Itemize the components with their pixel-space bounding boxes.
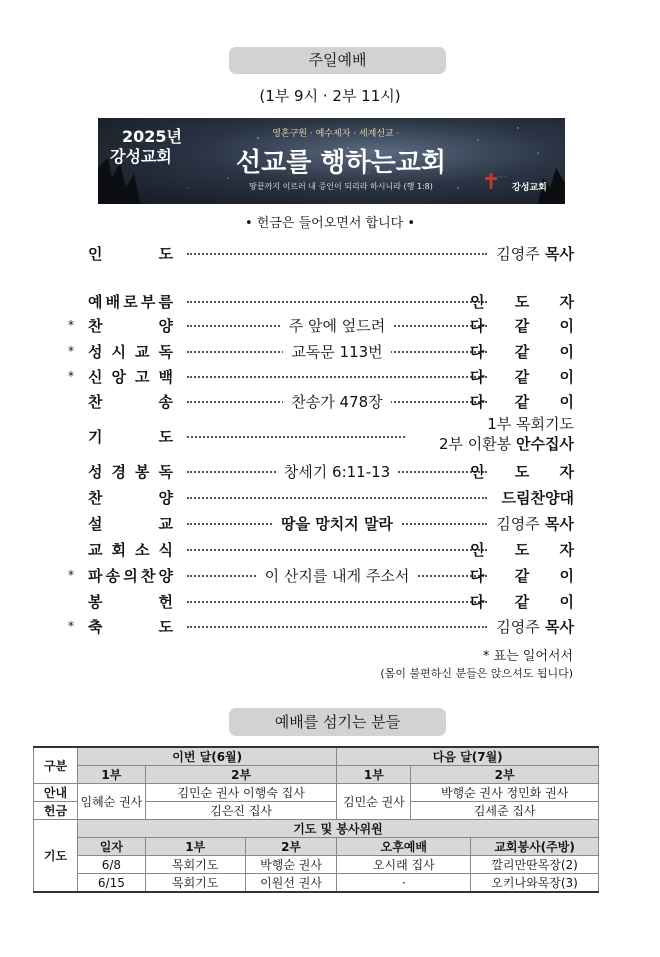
order-item-leader: [484, 242, 574, 266]
col-label-cell: 구분: [34, 747, 78, 784]
prayer-label: 기도: [34, 820, 78, 893]
order-item-title: [88, 538, 173, 562]
order-row: [0, 564, 660, 588]
order-item-title: [88, 365, 173, 389]
title-char: 앙: [111, 368, 126, 386]
order-row: [0, 615, 660, 639]
title-char: 양: [158, 567, 173, 585]
order-item-leader: [470, 340, 574, 364]
leader-char: 자: [559, 293, 574, 311]
leader-char: 같: [514, 567, 530, 585]
title-char: 찬: [88, 393, 103, 411]
title-char: 름: [158, 293, 173, 311]
this-part1-header: 1부: [77, 766, 145, 784]
this-part2-servers-a: 김민순 권사 이행숙 집사: [145, 784, 337, 802]
next-part2-servers-b: 김세준 집사: [411, 802, 599, 820]
next-part1-header: 1부: [337, 766, 411, 784]
order-row: [0, 512, 660, 536]
title-char: 설: [88, 515, 103, 533]
title-char: 신: [88, 368, 103, 386]
stand-note: * 표는 일어서서: [482, 649, 573, 664]
title-char: 찬: [88, 317, 103, 335]
leader-char: 다: [470, 393, 485, 411]
order-item-leader: [470, 590, 574, 614]
order-item-content: 주 앞에 엎드려: [281, 317, 393, 335]
leader-char: 도: [514, 541, 530, 559]
title-char: 백: [158, 368, 173, 386]
leader-char: 자: [559, 541, 574, 559]
prayer-col-part2: 2부: [245, 838, 337, 856]
title-char: 식: [158, 541, 173, 559]
order-item-title: [88, 564, 173, 588]
leader-char: 같: [514, 593, 530, 611]
title-char: 부: [140, 293, 156, 311]
leader-char: 인: [470, 463, 485, 481]
leader-char: 인: [470, 541, 485, 559]
title-char: 고: [135, 368, 150, 386]
servers-title: 예배를 섬기는 분들: [229, 708, 446, 736]
prayer-col-part1: 1부: [145, 838, 245, 856]
leader-title: 목사: [545, 618, 574, 636]
leader-char: 같: [514, 368, 530, 386]
title-char: 독: [158, 343, 173, 361]
prayer-line-2-title: 안수집사: [516, 435, 574, 453]
banner-year: 2025년: [122, 127, 182, 146]
leader-char: 이: [559, 368, 574, 386]
banner-mottos: 영혼구원 · 예수제자 · 세계선교: [272, 129, 394, 139]
prayer-kitchen: 오키나와목장(3): [471, 874, 599, 893]
banner-verse: 땅끝까지 이르러 내 증인이 되리라 하시니라 (행 1:8): [249, 182, 433, 191]
prayer-header: 기도 및 봉사위원: [77, 820, 598, 838]
prayer-col-kitchen: 교회봉사(주방): [471, 838, 599, 856]
title-char: 교: [135, 343, 150, 361]
order-row: [0, 538, 660, 562]
this-part2-servers-b: 김은진 집사: [145, 802, 337, 820]
order-item-leader: [470, 314, 574, 338]
title-char: 헌: [158, 593, 173, 611]
order-item-leader: [484, 615, 574, 639]
order-item-leader: [470, 564, 574, 588]
title-char: 파: [88, 567, 103, 585]
title-char: 예: [88, 293, 103, 311]
church-banner: [98, 118, 565, 204]
standing-mark: *: [68, 344, 74, 358]
stand-note-detail: (몸이 불편하신 분들은 앉으셔도 됩니다): [380, 667, 573, 680]
leader-char: 같: [514, 393, 530, 411]
title-char: 의: [123, 567, 138, 585]
leader-char: 인: [470, 293, 485, 311]
order-item-leader: [470, 290, 574, 314]
this-part2-header: 2부: [145, 766, 337, 784]
order-row: [0, 390, 660, 414]
title-char: 경: [111, 463, 126, 481]
banner-headline: 선교를 행하는교회: [236, 148, 446, 178]
leader-char: 이: [559, 567, 574, 585]
order-item-leader: [484, 512, 574, 536]
leader-char: 다: [470, 593, 485, 611]
leader-char: 도: [514, 293, 530, 311]
order-item-title: [88, 390, 173, 414]
leader-char: 이: [559, 343, 574, 361]
leader-char: 자: [559, 463, 574, 481]
dotted-leader: [187, 436, 405, 438]
order-item-title: [88, 340, 173, 364]
dotted-leader: [187, 376, 487, 378]
title-char: 찬: [88, 489, 103, 507]
title-char: 배: [105, 293, 121, 311]
order-item-title: [88, 425, 173, 449]
order-item-title: [88, 512, 173, 536]
leader-char: 같: [514, 317, 530, 335]
offering-note: • 헌금은 들어오면서 합니다 •: [244, 216, 415, 231]
title-char: 축: [88, 618, 103, 636]
title-char: 기: [88, 428, 103, 446]
title-char: 성: [88, 343, 103, 361]
servers-table: [33, 746, 599, 893]
prayer-leaders: [439, 414, 574, 454]
dotted-leader: [187, 301, 487, 303]
order-row: [0, 290, 660, 314]
prayer-col-date: 일자: [77, 838, 145, 856]
order-item-content: 창세기 6:11-13: [276, 463, 398, 481]
leader-char: 다: [470, 368, 485, 386]
offering-label: 헌금: [34, 802, 78, 820]
dotted-leader: [187, 626, 487, 628]
prayer-date: 6/15: [77, 874, 145, 893]
order-item-content: 교독문 113번: [283, 343, 390, 361]
leader-title: 목사: [545, 245, 574, 263]
leader-name: 김영주: [496, 245, 540, 263]
title-char: 독: [158, 463, 173, 481]
leader-char: 같: [514, 343, 530, 361]
leader-char: 이: [559, 393, 574, 411]
order-row: [0, 365, 660, 389]
order-item-leader: 드림찬양대: [501, 489, 574, 507]
table-row: [34, 874, 599, 893]
order-item-leader: [470, 460, 574, 484]
title-char: 시: [111, 343, 126, 361]
order-item-leader: [470, 390, 574, 414]
dotted-leader: [187, 601, 487, 603]
prayer-line-2: [439, 434, 574, 454]
usher-label: 안내: [34, 784, 78, 802]
order-item-title: [88, 314, 173, 338]
title-char: 봉: [135, 463, 150, 481]
title-char: 인: [88, 245, 103, 263]
next-part2-header: 2부: [411, 766, 599, 784]
order-item-title: [88, 615, 173, 639]
prayer-part2: 이원선 권사: [245, 874, 337, 893]
prayer-evening: 오시래 집사: [337, 856, 471, 874]
title-char: 송: [158, 393, 173, 411]
standing-mark: *: [68, 568, 74, 582]
order-item-title: [88, 460, 173, 484]
dotted-leader: [187, 253, 487, 255]
title-char: 양: [158, 489, 173, 507]
standing-mark: *: [68, 318, 74, 332]
order-item-content: 이 산지를 내게 주소서: [257, 567, 418, 585]
banner-church-name: 강성교회: [110, 147, 172, 166]
table-row: [34, 856, 599, 874]
prayer-part1: 목회기도: [145, 874, 245, 893]
order-item-leader: [470, 365, 574, 389]
prayer-date: 6/8: [77, 856, 145, 874]
service-schedule: (1부 9시 · 2부 11시): [259, 87, 401, 105]
order-row: [0, 460, 660, 484]
this-month-header: 이번 달(6월): [77, 747, 337, 766]
title-char: 성: [88, 463, 103, 481]
prayer-kitchen: 깔리만딴목장(2): [471, 856, 599, 874]
title-char: 찬: [140, 567, 156, 585]
leader-title: 목사: [545, 515, 574, 533]
title-char: 도: [158, 245, 173, 263]
prayer-part1: 목회기도: [145, 856, 245, 874]
title-char: 소: [135, 541, 150, 559]
prayer-line-1: 1부 목회기도: [487, 415, 574, 433]
dotted-leader: [187, 497, 487, 499]
order-item-content: 땅을 망치지 말라: [273, 515, 401, 533]
order-item-content: 찬송가 478장: [283, 393, 390, 411]
standing-mark: *: [68, 619, 74, 633]
standing-mark: *: [68, 369, 74, 383]
prayer-line-2-name: 2부 이환봉: [438, 435, 512, 453]
order-item-title: [88, 290, 173, 314]
leader-char: 이: [559, 593, 574, 611]
leader-char: 다: [470, 567, 485, 585]
this-part1-servers: 임혜순 권사: [77, 784, 145, 820]
next-part2-servers-a: 박행순 권사 정민화 권사: [411, 784, 599, 802]
order-item-leader: [470, 538, 574, 562]
banner-logo-name: 강성교회: [512, 183, 547, 193]
prayer-col-evening: 오후예배: [337, 838, 471, 856]
next-month-header: 다음 달(7월): [337, 747, 599, 766]
prayer-evening: ·: [337, 874, 471, 893]
title-char: 양: [158, 317, 173, 335]
order-row: [0, 486, 660, 510]
title-char: 교: [158, 515, 173, 533]
prayer-part2: 박행순 권사: [245, 856, 337, 874]
leader-char: 다: [470, 343, 485, 361]
order-item-title: [88, 242, 173, 266]
leader-char: 이: [559, 317, 574, 335]
leader-char: 다: [470, 317, 485, 335]
church-cross-logo-icon: [484, 172, 498, 190]
order-item-title: [88, 486, 173, 510]
title-char: 도: [158, 428, 173, 446]
title-char: 송: [105, 567, 121, 585]
leader-name: 김영주: [496, 618, 540, 636]
order-row: [0, 590, 660, 614]
title-char: 도: [158, 618, 173, 636]
title-char: 교: [88, 541, 103, 559]
order-item-title: [88, 590, 173, 614]
title-char: 로: [123, 293, 138, 311]
service-title: 주일예배: [229, 47, 446, 74]
title-char: 봉: [88, 593, 103, 611]
next-part1-servers: 김민순 권사: [337, 784, 411, 820]
banner-logo-subtext: · · ·: [498, 174, 506, 180]
title-char: 회: [111, 541, 126, 559]
leader-name: 김영주: [496, 515, 540, 533]
leader-char: 도: [514, 463, 530, 481]
order-row: [0, 314, 660, 338]
order-row: [0, 340, 660, 364]
dotted-leader: [187, 549, 487, 551]
order-row: [0, 242, 660, 266]
